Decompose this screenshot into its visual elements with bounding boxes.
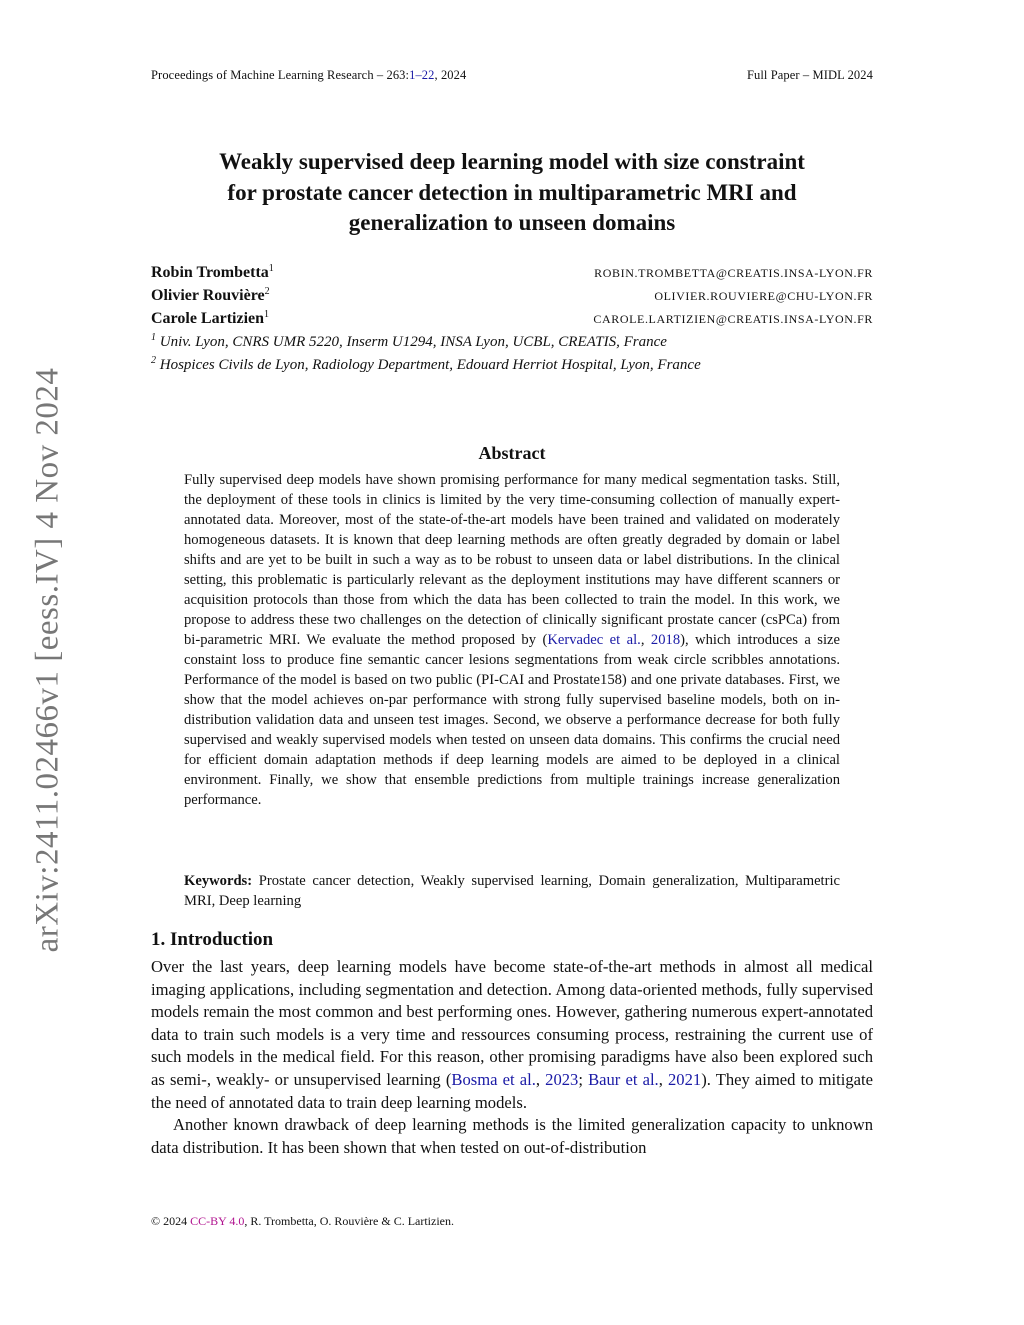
- paper-title: [0, 147, 1024, 239]
- author-email[interactable]: ROBIN.TROMBETTA@CREATIS.INSA-LYON.FR: [594, 266, 873, 280]
- keywords: [184, 871, 840, 911]
- paragraph: Another known drawback of deep learning methods is the limited generalization capacity to unknown data distribution. It has been shown that when tested on out-of-distribution: [151, 1115, 873, 1157]
- author-name: Olivier Rouvière$^2$: [151, 286, 270, 304]
- abstract-heading: Abstract: [478, 443, 546, 463]
- author-name: Robin Trombetta$^1$: [151, 263, 274, 281]
- citation-year-link[interactable]: 2018: [650, 632, 681, 648]
- keywords-list: Prostate cancer detection, Weakly supervised learning, Domain generalization, Multiparametric MRI, Deep learning: [184, 873, 840, 909]
- affiliation: $^1$ Univ. Lyon, CNRS UMR 5220, Inserm U1294, INSA Lyon, UCBL, CREATIS, France: [151, 332, 667, 350]
- arxiv-stamp: arXiv:2411.02466v1 [eess.IV] 4 Nov 2024: [29, 367, 66, 953]
- license-link[interactable]: CC-BY 4.0: [190, 1214, 245, 1228]
- paragraph: Over the last years, deep learning models have become state-of-the-art methods in almost all medical imaging applications, including segmentation and detection. Among data-oriented methods, fully supervised models remain the most common and best performing ones. However, gathering numerous expert-annotated data to train such models is a very time and ressources consuming process, restraining the current use of such models in the medical field. For this reason, other promising paradigms have also been explored such as semi-, weakly- or unsupervised learning (Bosma et al., 2023; Baur et al., 2021). They aimed to mitigate the need of annotated data to train deep learning models.: [151, 957, 874, 1112]
- footer-copyright: © 2024 CC-BY 4.0, R. Trombetta, O. Rouvière & C. Lartizien.: [151, 1214, 455, 1228]
- proceedings-label: Proceedings of Machine Learning Research – 263:: [151, 68, 410, 82]
- page-range-link[interactable]: 1–22: [409, 68, 435, 82]
- running-header-left: [151, 68, 466, 83]
- citation-link[interactable]: Bosma et al.: [451, 1069, 536, 1089]
- author-name: Carole Lartizien$^1$: [151, 309, 270, 327]
- author-email[interactable]: CAROLE.LARTIZIEN@CREATIS.INSA-LYON.FR: [593, 312, 873, 326]
- title-line: generalization to unseen domains: [348, 210, 676, 235]
- author-email[interactable]: OLIVIER.ROUVIERE@CHU-LYON.FR: [654, 289, 873, 303]
- citation-link[interactable]: Kervadec et al.: [547, 632, 641, 648]
- citation-year-link[interactable]: 2023: [545, 1069, 579, 1089]
- introduction-text: [151, 956, 873, 1159]
- affiliation: $^2$ Hospices Civils de Lyon, Radiology Department, Edouard Herriot Hospital, Lyon, France: [151, 355, 701, 373]
- proceedings-year: , 2024: [434, 68, 467, 82]
- citation-year-link[interactable]: 2021: [668, 1069, 702, 1089]
- section-heading: 1. Introduction: [151, 929, 274, 950]
- citation-link[interactable]: Baur et al.: [588, 1069, 659, 1089]
- title-line: for prostate cancer detection in multiparametric MRI and: [227, 179, 797, 205]
- keywords-label: Keywords:: [184, 873, 253, 889]
- running-header-right: Full Paper – MIDL 2024: [746, 68, 873, 82]
- title-line: Weakly supervised deep learning model with size constraint: [219, 149, 805, 174]
- abstract-text: Fully supervised deep models have shown promising performance for many medical segmentation tasks. Still, the deployment of these tools in clinics is limited by the very time-consuming collection of manually expert-annotated data. Moreover, most of the state-of-the-art models have been trained and validated on moderately homogeneous datasets. It is known that deep learning methods are often greatly degraded by domain or label shifts and are yet to be built in such a way as to be robust to unseen data or label distributions. In the clinical setting, this problematic is particularly relevant as the deployment institutions may have different scanners or acquisition protocols than those from which the data has been collected to train the model. In this work, we propose to address these two challenges on the detection of clinically significant prostate cancer (csPCa) from bi-parametric MRI. We evaluate the method proposed by (Kervadec et al., 2018), which introduces a size constaint loss to produce fine semantic cancer lesions segmentations from weak circle scribbles annotations. Performance of the model is based on two public (PI-CAI and Prostate158) and one private databases. First, we show that the model achieves on-par performance with strong fully supervised baseline models, both on in-distribution validation data and unseen test images. Second, we observe a performance decrease for both fully supervised and weakly supervised models when tested on unseen data domains. This confirms the crucial need for efficient domain adaptation methods if deep learning models are aimed to be deployed in a clinical environment. Finally, we show that ensemble predictions from multiple trainings increase generalization performance.: [184, 472, 840, 808]
